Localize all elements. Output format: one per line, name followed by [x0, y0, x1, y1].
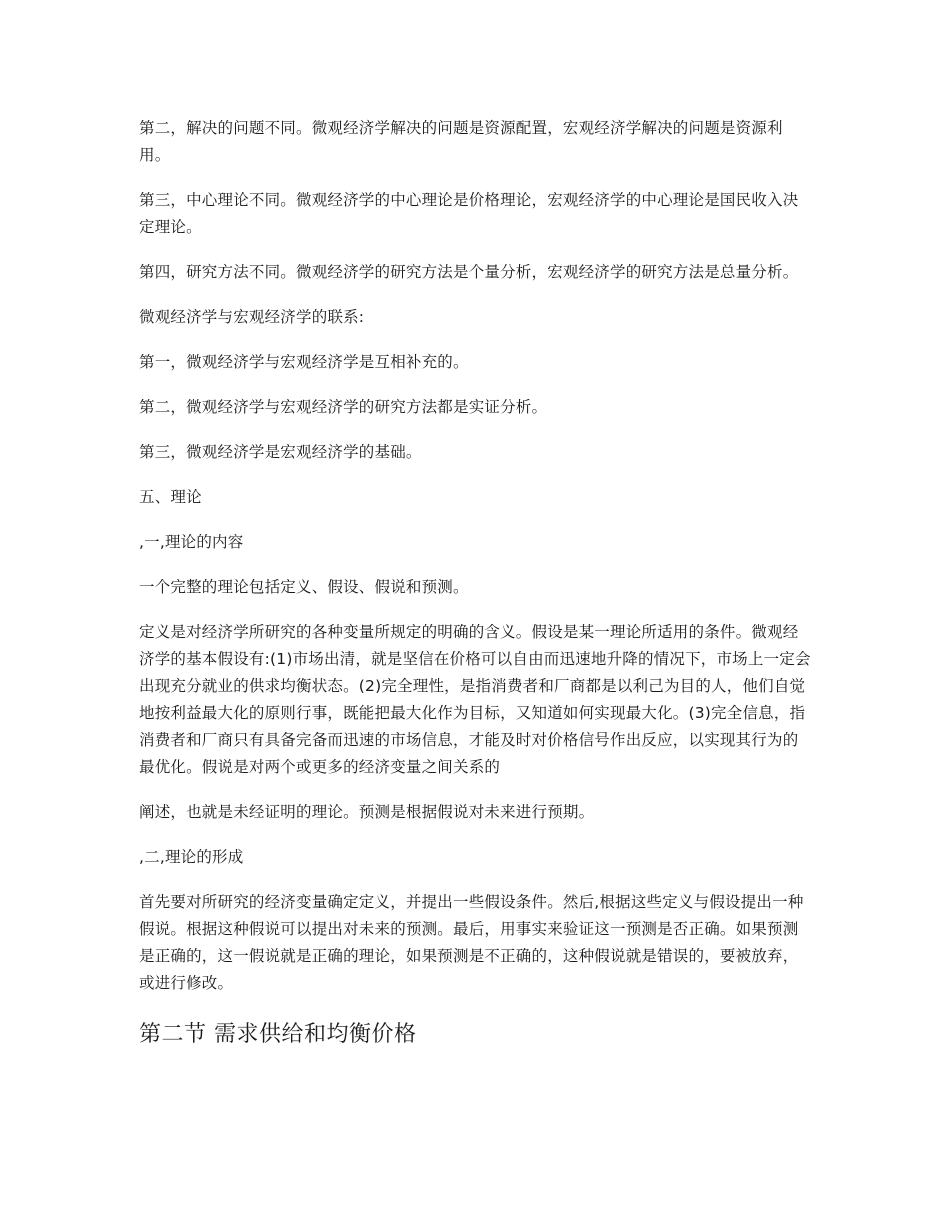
document-page	[139, 115, 811, 1051]
subheading-theory-content: ,一,理论的内容	[139, 533, 244, 551]
paragraph-relation-intro: 微观经济学与宏观经济学的联系:	[139, 308, 365, 326]
paragraph-theory-components: 一个完整的理论包括定义、假设、假说和预测。	[139, 578, 469, 596]
paragraph-relation-1: 第一，微观经济学与宏观经济学是互相补充的。	[139, 353, 469, 371]
paragraph-problem-difference: 第二，解决的问题不同。微观经济学解决的问题是资源配置，宏观经济学解决的问题是资源利用。	[139, 119, 783, 164]
paragraph-relation-3: 第三，微观经济学是宏观经济学的基础。	[139, 443, 422, 461]
paragraph-method-difference: 第四，研究方法不同。微观经济学的研究方法是个量分析，宏观经济学的研究方法是总量分析。	[139, 263, 799, 281]
paragraph-hypothesis-prediction: 阐述，也就是未经证明的理论。预测是根据假说对未来进行预期。	[139, 803, 595, 821]
paragraph-relation-2: 第二，微观经济学与宏观经济学的研究方法都是实证分析。	[139, 398, 548, 416]
paragraph-central-theory-difference: 第三，中心理论不同。微观经济学的中心理论是价格理论，宏观经济学的中心理论是国民收入决定理论。	[139, 191, 799, 236]
subheading-theory: 五、理论	[139, 488, 202, 506]
paragraph-definitions-assumptions: 定义是对经济学所研究的各种变量所规定的明确的含义。假设是某一理论所适用的条件。微观经济学的基本假设有:(1)市场出清，就是坚信在价格可以自由而迅速地升降的情况下，市场上一定会出现充分就业的供求均衡状态。(2)完全理性，是指消费者和厂商都是以利己为目的人，他们自觉地按利益最大化的原则行事，既能把最大化作为目标，又知道如何实现最大化。(3)完全信息，指消费者和厂商只有具备完备而迅速的市场信息，才能及时对价格信号作出反应，以实现其行为的最优化。假说是对两个或更多的经济变量之间关系的	[139, 623, 811, 776]
section-heading: 第二节 需求供给和均衡价格	[139, 1022, 417, 1047]
paragraph-formation-process: 首先要对所研究的经济变量确定定义，并提出一些假设条件。然后,根据这些定义与假设提出一种假说。根据这种假说可以提出对未来的预测。最后，用事实来验证这一预测是否正确。如果预测是正确的，这一假说就是正确的理论，如果预测是不正确的，这种假说就是错误的，要被放弃，或进行修改。	[139, 893, 804, 992]
subheading-theory-formation: ,二,理论的形成	[139, 848, 244, 866]
